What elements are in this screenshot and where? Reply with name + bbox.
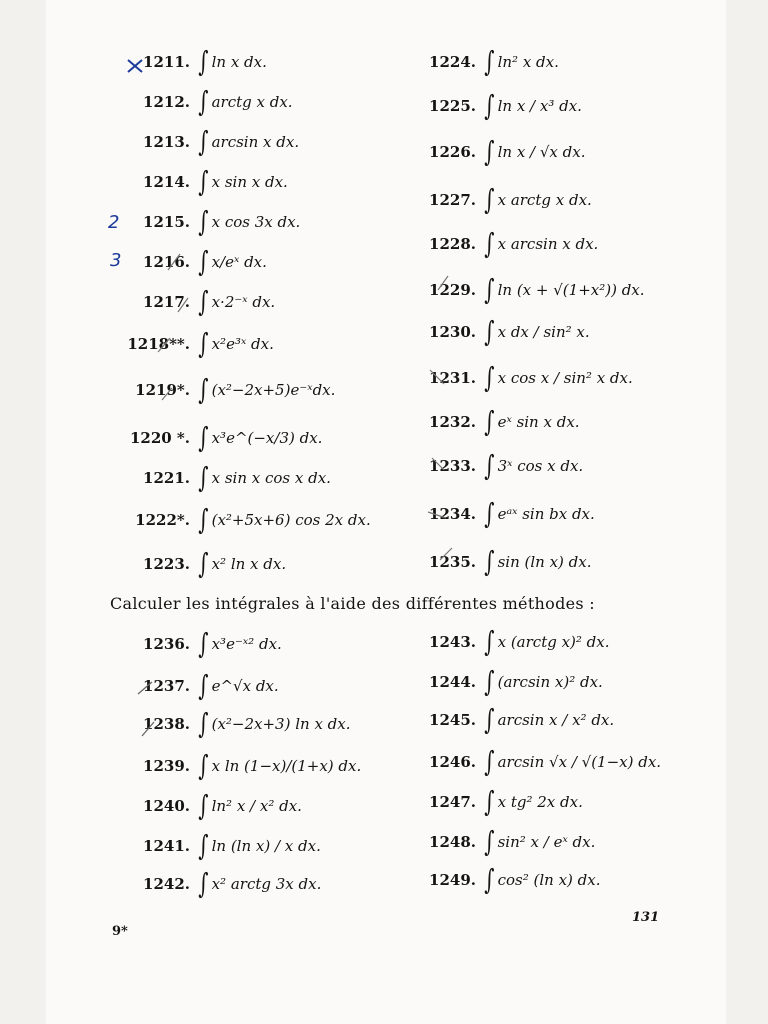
problem-number: 1224.: [429, 53, 476, 71]
integral-sign-icon: ∫: [198, 45, 209, 78]
integrand-expression: x tg² 2x dx.: [497, 793, 583, 811]
integral-sign-icon: ∫: [198, 829, 209, 862]
integrand-expression: (arcsin x)² dx.: [497, 673, 603, 691]
problem-number: 1219*.: [135, 381, 190, 399]
integrand-expression: x³e⁻ˣ² dx.: [211, 635, 282, 653]
integral-sign-icon: ∫: [198, 461, 209, 494]
integral-sign-icon: ∫: [484, 745, 495, 778]
problem-1234: [400, 496, 595, 532]
integral-sign-icon: ∫: [198, 373, 209, 406]
problem-1212: [108, 84, 293, 120]
problem-1218: [108, 326, 274, 362]
problem-number: 1222*.: [135, 511, 190, 529]
problem-1237: [108, 668, 279, 704]
integrand-expression: ln x / √x dx.: [497, 143, 586, 161]
integral-sign-icon: ∫: [198, 627, 209, 660]
integrand-expression: x³e^(−x/3) dx.: [211, 429, 323, 447]
integral-sign-icon: ∫: [198, 245, 209, 278]
integrand-expression: ln² x dx.: [497, 53, 559, 71]
integral-sign-icon: ∫: [484, 315, 495, 348]
integrand-expression: ln (x + √(1+x²)) dx.: [497, 281, 645, 299]
integral-sign-icon: ∫: [198, 285, 209, 318]
problem-number: 1242.: [143, 875, 190, 893]
problem-number: 1246.: [429, 753, 476, 771]
integral-sign-icon: ∫: [484, 497, 495, 530]
problem-1249: [400, 862, 601, 898]
problem-1248: [400, 824, 595, 860]
problem-1243: [400, 624, 610, 660]
problem-number: 1226.: [429, 143, 476, 161]
integrand-expression: arctg x dx.: [211, 93, 293, 111]
problem-number: 1243.: [429, 633, 476, 651]
problem-1238: [108, 706, 351, 742]
problem-number: 1231.: [429, 369, 476, 387]
problem-number: 1225.: [429, 97, 476, 115]
integrand-expression: x² arctg 3x dx.: [211, 875, 322, 893]
problem-1215: [108, 204, 300, 240]
problem-1236: [108, 626, 282, 662]
integrand-expression: cos² (ln x) dx.: [497, 871, 601, 889]
integral-sign-icon: ∫: [198, 669, 209, 702]
integral-sign-icon: ∫: [198, 327, 209, 360]
integrand-expression: e^√x dx.: [211, 677, 279, 695]
integral-sign-icon: ∫: [198, 85, 209, 118]
integral-sign-icon: ∫: [484, 825, 495, 858]
problem-1219: [108, 372, 335, 408]
integrand-expression: x²e³ˣ dx.: [211, 335, 274, 353]
problem-1244: [400, 664, 603, 700]
integral-sign-icon: ∫: [198, 125, 209, 158]
integrand-expression: (x²+5x+6) cos 2x dx.: [211, 511, 371, 529]
signature-mark: 9*: [112, 924, 128, 939]
problem-1213: [108, 124, 299, 160]
problem-1224: [400, 44, 559, 80]
problem-number: 1228.: [429, 235, 476, 253]
problem-1239: [108, 748, 361, 784]
problem-number: 1215.: [143, 213, 190, 231]
integrand-expression: arcsin x dx.: [211, 133, 300, 151]
integrand-expression: sin (ln x) dx.: [497, 553, 592, 571]
problem-1226: [400, 134, 585, 170]
integral-sign-icon: ∫: [484, 273, 495, 306]
problem-1241: [108, 828, 321, 864]
integrand-expression: x/eˣ dx.: [211, 253, 267, 271]
integral-sign-icon: ∫: [484, 135, 495, 168]
problem-number: 1235.: [429, 553, 476, 571]
problem-number: 1234.: [429, 505, 476, 523]
integrand-expression: x arcsin x dx.: [497, 235, 599, 253]
problem-number: 1218**.: [127, 335, 190, 353]
integrand-expression: x·2⁻ˣ dx.: [211, 293, 276, 311]
integral-sign-icon: ∫: [484, 89, 495, 122]
integrand-expression: x cos 3x dx.: [211, 213, 301, 231]
integral-sign-icon: ∫: [484, 545, 495, 578]
problem-number: 1247.: [429, 793, 476, 811]
handwritten-mark-3: 3: [110, 250, 122, 271]
integral-sign-icon: ∫: [198, 789, 209, 822]
integral-sign-icon: ∫: [484, 45, 495, 78]
integral-sign-icon: ∫: [484, 405, 495, 438]
problem-1245: [400, 702, 614, 738]
problem-number: 1233.: [429, 457, 476, 475]
problem-number: 1223.: [143, 555, 190, 573]
section-heading: Calculer les intégrales à l'aide des différentes méthodes :: [110, 594, 595, 613]
problem-1222: [108, 502, 371, 538]
integrand-expression: 3ˣ cos x dx.: [497, 457, 584, 475]
problem-1240: [108, 788, 302, 824]
integrand-expression: arcsin x / x² dx.: [497, 711, 615, 729]
problem-number: 1221.: [143, 469, 190, 487]
problem-1221: [108, 460, 331, 496]
integrand-expression: (x²−2x+3) ln x dx.: [211, 715, 351, 733]
integrand-expression: x cos x / sin² x dx.: [497, 369, 633, 387]
integrand-expression: ln x dx.: [211, 53, 267, 71]
problem-number: 1240.: [143, 797, 190, 815]
problem-number: 1217.: [143, 293, 190, 311]
integral-sign-icon: ∫: [484, 227, 495, 260]
integral-sign-icon: ∫: [484, 785, 495, 818]
integrand-expression: x sin x cos x dx.: [211, 469, 331, 487]
page-number: 131: [632, 910, 660, 925]
integral-sign-icon: ∫: [198, 867, 209, 900]
integrand-expression: x (arctg x)² dx.: [497, 633, 610, 651]
integral-sign-icon: ∫: [484, 863, 495, 896]
integrand-expression: ln x / x³ dx.: [497, 97, 582, 115]
integral-sign-icon: ∫: [484, 449, 495, 482]
integral-sign-icon: ∫: [198, 547, 209, 580]
integrand-expression: x sin x dx.: [211, 173, 288, 191]
problem-1214: [108, 164, 288, 200]
problem-number: 1248.: [429, 833, 476, 851]
integrand-expression: ln (ln x) / x dx.: [211, 837, 321, 855]
problem-number: 1238.: [143, 715, 190, 733]
integrand-expression: (x²−2x+5)e⁻ˣdx.: [211, 381, 336, 399]
problem-1231: [400, 360, 633, 396]
integral-sign-icon: ∫: [198, 205, 209, 238]
integral-sign-icon: ∫: [484, 665, 495, 698]
problem-1220: [108, 420, 322, 456]
integral-sign-icon: ∫: [484, 625, 495, 658]
problem-1230: [400, 314, 590, 350]
problem-number: 1236.: [143, 635, 190, 653]
problem-1223: [108, 546, 286, 582]
problem-number: 1216.: [143, 253, 190, 271]
problem-number: 1239.: [143, 757, 190, 775]
problem-1217: [108, 284, 275, 320]
problem-number: 1227.: [429, 191, 476, 209]
integrand-expression: eᵃˣ sin bx dx.: [497, 505, 595, 523]
integrand-expression: x dx / sin² x.: [497, 323, 590, 341]
integral-sign-icon: ∫: [484, 703, 495, 736]
integral-sign-icon: ∫: [484, 183, 495, 216]
problem-1225: [400, 88, 582, 124]
problem-1227: [400, 182, 592, 218]
problem-1216: [108, 244, 267, 280]
problem-1247: [400, 784, 583, 820]
problem-1246: [400, 744, 661, 780]
problem-number: 1241.: [143, 837, 190, 855]
problem-1233: [400, 448, 583, 484]
problem-1228: [400, 226, 598, 262]
problem-number: 1244.: [429, 673, 476, 691]
problem-number: 1229.: [429, 281, 476, 299]
problem-1235: [400, 544, 592, 580]
integrand-expression: x² ln x dx.: [211, 555, 287, 573]
problem-1229: [400, 272, 645, 308]
problem-number: 1237.: [143, 677, 190, 695]
handwritten-mark-2: 2: [108, 212, 120, 233]
problem-1211: [108, 44, 267, 80]
integral-sign-icon: ∫: [198, 165, 209, 198]
integrand-expression: sin² x / eˣ dx.: [497, 833, 596, 851]
problem-number: 1230.: [429, 323, 476, 341]
integrand-expression: x ln (1−x)/(1+x) dx.: [211, 757, 362, 775]
integral-sign-icon: ∫: [198, 503, 209, 536]
problem-number: 1245.: [429, 711, 476, 729]
problem-1232: [400, 404, 580, 440]
integrand-expression: ln² x / x² dx.: [211, 797, 302, 815]
problem-1242: [108, 866, 321, 902]
problem-number: 1249.: [429, 871, 476, 889]
problem-number: 1214.: [143, 173, 190, 191]
integral-sign-icon: ∫: [484, 361, 495, 394]
problem-number: 1220 *.: [129, 429, 190, 447]
problem-number: 1212.: [143, 93, 190, 111]
problem-number: 1213.: [143, 133, 190, 151]
integrand-expression: arcsin √x / √(1−x) dx.: [497, 753, 662, 771]
integrand-expression: eˣ sin x dx.: [497, 413, 580, 431]
integral-sign-icon: ∫: [198, 749, 209, 782]
integral-sign-icon: ∫: [198, 707, 209, 740]
problem-number: 1211.: [143, 53, 190, 71]
problem-number: 1232.: [429, 413, 476, 431]
integrand-expression: x arctg x dx.: [497, 191, 592, 209]
integral-sign-icon: ∫: [198, 421, 209, 454]
